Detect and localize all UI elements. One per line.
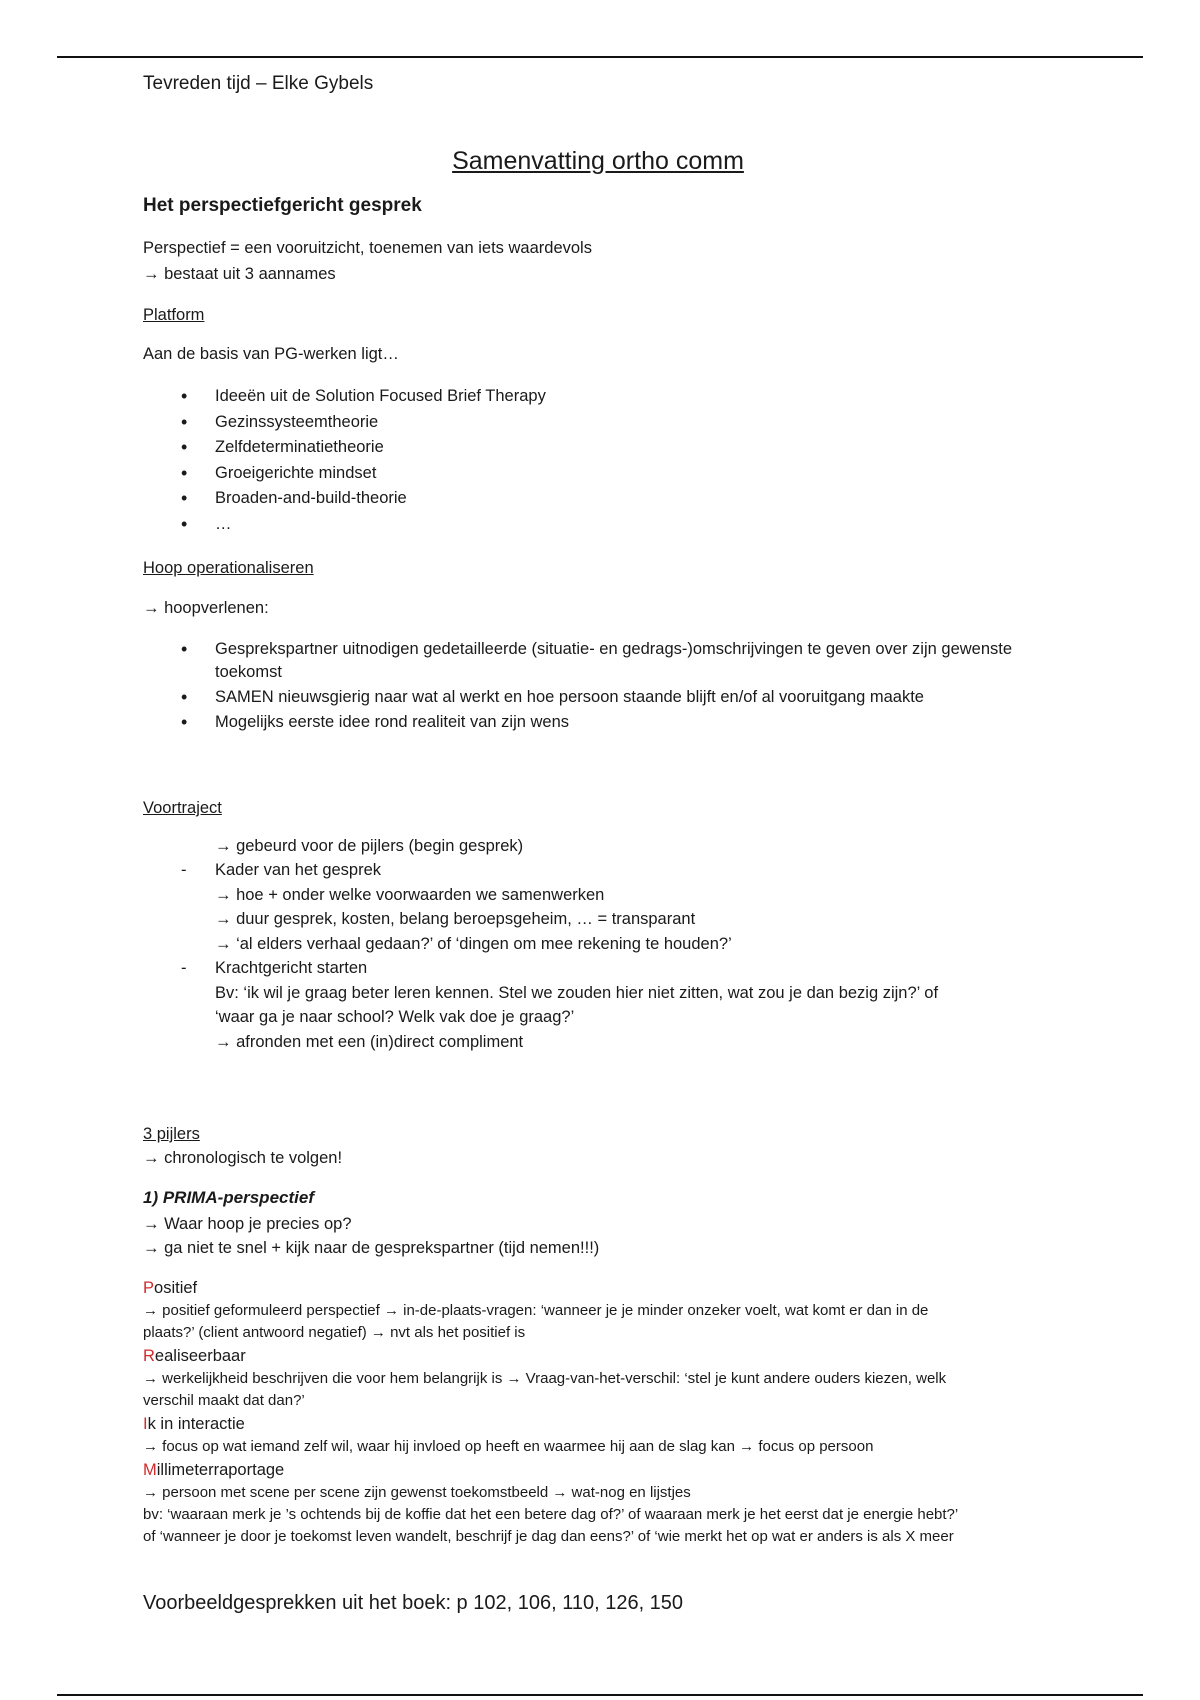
prima-detail: bv: ‘waaraan merk je ’s ochtends bij de koffie dat het een betere dag of?’ of waaraan merk je het eerst dat je energie hebt?’ [143, 1506, 959, 1523]
pijlers-heading: 3 pijlers [143, 1125, 200, 1143]
list-item: • Groeigerichte mindset [143, 461, 546, 487]
prima-detail: → werkelijkheid beschrijven die voor hem belangrijk is → Vraag-van-het-verschil: ‘stel je kunt andere ouders kiezen, welk [143, 1370, 947, 1387]
prima-detail: of ‘wanneer je door je toekomst leven wandelt, beschrijf je dag dan eens?’ of ‘wie merkt het op wat er anders is als X meer [143, 1528, 954, 1545]
platform-list [143, 384, 546, 537]
bottom-rule [57, 1694, 1143, 1696]
dash-marker: - [181, 959, 187, 977]
prima-heading: 1) PRIMA-perspectief [143, 1188, 314, 1207]
prima-word-rest: illimeterraportage [156, 1461, 285, 1479]
pijlers-sub: → chronologisch te volgen! [143, 1149, 343, 1167]
voortraject-kader [143, 858, 1095, 956]
definition-arrow-line: → bestaat uit 3 aannames [143, 265, 336, 283]
prima-letter: R [143, 1347, 155, 1365]
prima-i-heading [143, 1412, 245, 1436]
list-item: • SAMEN nieuwsgierig naar wat al werkt en hoe persoon staande blijft en/of al vooruitgang maakte [143, 686, 1043, 709]
definition-line: Perspectief = een vooruitzicht, toenemen van iets waardevols [143, 239, 592, 257]
voortraject-intro [143, 834, 1095, 859]
platform-heading: Platform [143, 306, 205, 324]
voortraject-kracht [143, 956, 1095, 1054]
prima-detail: → focus op wat iemand zelf wil, waar hij invloed op heeft en waarmee hij aan de slag kan → focus op persoon [143, 1438, 874, 1455]
kader-sub: → hoe + onder welke voorwaarden we samenwerken [215, 885, 605, 904]
platform-intro: Aan de basis van PG-werken ligt… [143, 345, 399, 363]
kader-sub: → duur gesprek, kosten, belang beroepsgeheim, … = transparant [215, 910, 696, 928]
author-line: Tevreden tijd – Elke Gybels [143, 73, 374, 94]
prima-r-heading [143, 1344, 246, 1368]
kracht-sub: ‘waar ga je naar school? Welk vak doe je graag?’ [215, 1008, 575, 1026]
section-heading: Het perspectiefgericht gesprek [143, 195, 422, 216]
prima-detail: plaats?’ (client antwoord negatief) → nvt als het positief is [143, 1324, 526, 1341]
hoop-intro: → hoopverlenen: [143, 599, 269, 617]
kracht-label: Krachtgericht starten [215, 959, 368, 977]
kader-sub: → ‘al elders verhaal gedaan?’ of ‘dingen om mee rekening te houden?’ [215, 934, 732, 953]
hoop-list [143, 638, 1043, 736]
prima-p-heading [143, 1276, 197, 1300]
list-item: • Broaden-and-build-theorie [143, 486, 546, 512]
prima-word-rest: k in interactie [147, 1415, 245, 1433]
prima-word-rest: ositief [154, 1279, 198, 1297]
list-item: • Ideeën uit de Solution Focused Brief Therapy [143, 384, 546, 410]
page-title: Samenvatting ortho comm [452, 147, 744, 175]
prima-detail: → persoon met scene per scene zijn gewenst toekomstbeeld → wat-nog en lijstjes [143, 1484, 691, 1501]
prima-detail: verschil maakt dat dan?’ [143, 1392, 305, 1409]
footer-note: Voorbeeldgesprekken uit het boek: p 102, 106, 110, 126, 150 [143, 1592, 684, 1614]
prima-word-rest: ealiseerbaar [154, 1347, 246, 1365]
prima-m-heading [143, 1458, 284, 1482]
voortraject-intro-text: → gebeurd voor de pijlers (begin gesprek) [215, 837, 524, 855]
list-item: • Zelfdeterminatietheorie [143, 435, 546, 461]
prima-letter: M [143, 1461, 157, 1479]
voortraject-heading: Voortraject [143, 799, 222, 817]
kracht-sub: Bv: ‘ik wil je graag beter leren kennen. Stel we zouden hier niet zitten, wat zou je dan bezig zijn?’ of [215, 983, 939, 1002]
dash-marker: - [181, 861, 187, 879]
list-item: • … [143, 512, 546, 538]
list-item: • Gezinssysteemtheorie [143, 410, 546, 436]
top-rule [57, 56, 1143, 58]
prima-detail: → positief geformuleerd perspectief → in-de-plaats-vragen: ‘wanneer je je minder onzeker voelt, wat komt er dan in de [143, 1302, 929, 1319]
kracht-sub: → afronden met een (in)direct compliment [215, 1032, 524, 1051]
list-item: • Mogelijks eerste idee rond realiteit van zijn wens [143, 711, 1043, 734]
hoop-heading: Hoop operationaliseren [143, 559, 314, 577]
prima-line: → ga niet te snel + kijk naar de gesprekspartner (tijd nemen!!!) [143, 1239, 600, 1257]
kader-label: Kader van het gesprek [215, 861, 382, 879]
prima-line: → Waar hoop je precies op? [143, 1215, 352, 1233]
prima-letter: P [143, 1279, 155, 1297]
prima-letter: I [143, 1415, 148, 1433]
list-item: • Gesprekspartner uitnodigen gedetailleerde (situatie- en gedrags-)omschrijvingen te geven over zijn gewenste toekomst [143, 638, 1043, 684]
